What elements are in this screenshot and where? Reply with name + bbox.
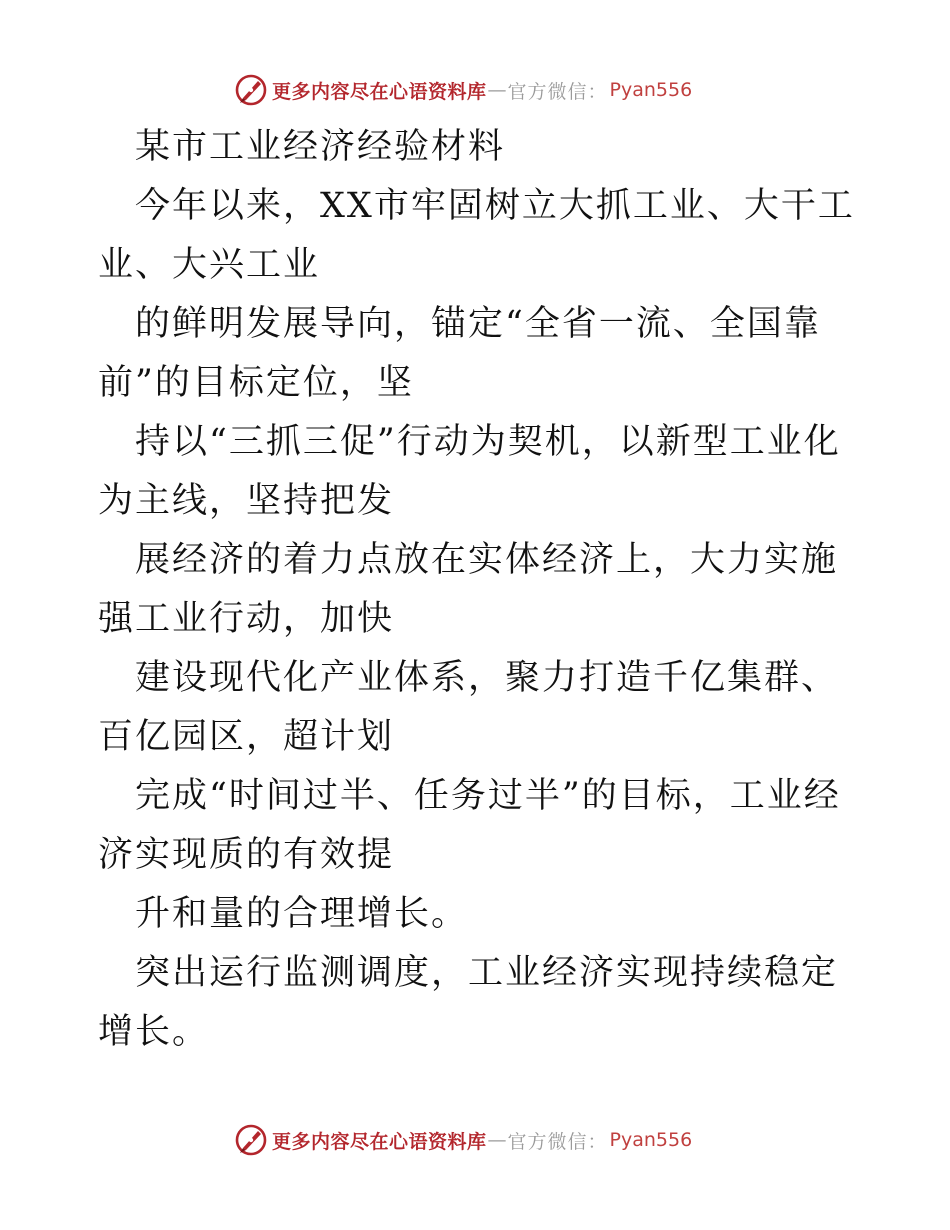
header-banner <box>234 72 692 108</box>
banner-dash: — <box>487 1129 507 1151</box>
banner-dash: — <box>487 79 507 101</box>
banner-sub-text: 官方微信： <box>507 1130 608 1153</box>
paragraph: 持以“三抓三促”行动为契机，以新型工业化为主线，坚持把发 <box>98 422 841 521</box>
quill-pen-logo-icon <box>234 1123 268 1157</box>
paragraph: 升和量的合理增长。 <box>135 894 469 934</box>
paragraph: 突出运行监测调度，工业经济实现持续稳定增长。 <box>98 953 839 1052</box>
paragraph: 今年以来，XX市牢固树立大抓工业、大干工业、大兴工业 <box>98 186 855 285</box>
banner-wechat-id: Pyan556 <box>609 79 693 101</box>
banner-sub-text: 官方微信： <box>507 80 608 103</box>
footer-banner <box>234 1122 692 1158</box>
banner-main-text: 更多内容尽在心语资料库 <box>272 1130 487 1153</box>
banner-main-text: 更多内容尽在心语资料库 <box>272 80 487 103</box>
document-body <box>98 118 858 1062</box>
paragraph: 建设现代化产业体系，聚力打造千亿集群、百亿园区，超计划 <box>98 658 839 757</box>
paragraph: 展经济的着力点放在实体经济上，大力实施强工业行动，加快 <box>98 540 839 639</box>
paragraph: 的鲜明发展导向，锚定“全省一流、全国靠前”的目标定位，坚 <box>98 304 821 403</box>
banner-wechat-id: Pyan556 <box>609 1129 693 1151</box>
document-title: 某市工业经济经验材料 <box>135 127 506 167</box>
paragraph: 完成“时间过半、任务过半”的目标，工业经济实现质的有效提 <box>98 776 841 875</box>
quill-pen-logo-icon <box>234 73 268 107</box>
